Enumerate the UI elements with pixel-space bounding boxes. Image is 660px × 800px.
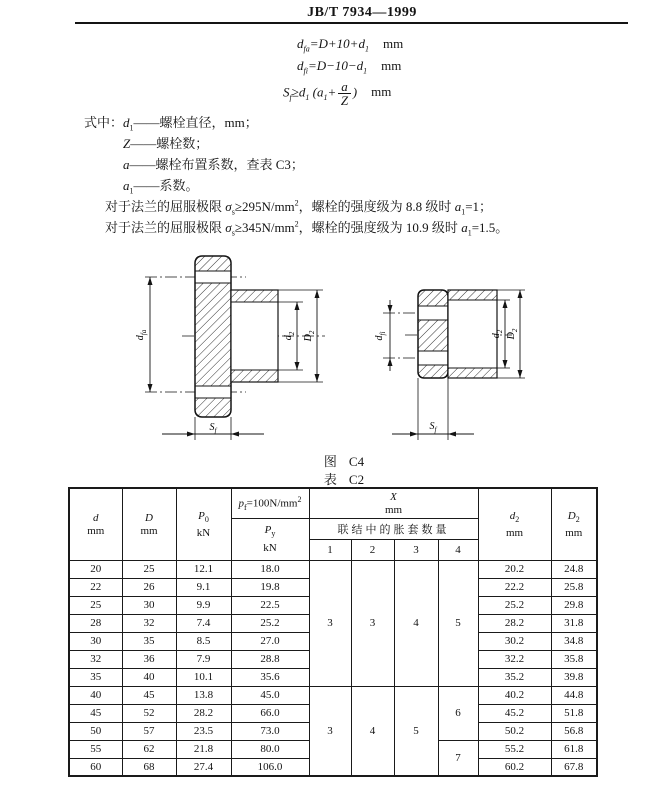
table-cell: 36 (122, 650, 176, 668)
where-label: 式中： (84, 115, 124, 130)
definition-z: Z——螺栓数； (123, 136, 209, 151)
x-span-cell: 5 (394, 686, 438, 776)
table-cell: 60.2 (478, 758, 551, 776)
x-col-4: 4 (438, 539, 478, 560)
table-cell: 22 (69, 578, 122, 596)
table-cell: 80.0 (231, 740, 309, 758)
formula-sf: $S_f\ge d_1$ ($a_1+$ $\frac{a}{Z}$ ) mm (283, 79, 392, 108)
table-cell: 57 (122, 722, 176, 740)
table-cell: 28.2 (176, 704, 231, 722)
x-span-cell: 4 (351, 686, 394, 776)
table-cell: 32.2 (478, 650, 551, 668)
table-row (69, 686, 597, 704)
table-cell: 27.4 (176, 758, 231, 776)
header-rule (75, 22, 628, 24)
dim-label-dfa: $d_{fa}$ (135, 329, 148, 341)
table-cell: 13.8 (176, 686, 231, 704)
figure-c4-drawing (0, 240, 660, 452)
table-cell: 9.9 (176, 596, 231, 614)
table-cell: 20.2 (478, 560, 551, 578)
table-cell: 68 (122, 758, 176, 776)
x-columns-description: 联结中的胀套数量 (309, 518, 478, 539)
table-cell: 39.8 (551, 668, 597, 686)
table-cell: 45 (69, 704, 122, 722)
table-cell: 60 (69, 758, 122, 776)
table-c2 (68, 487, 598, 777)
table-cell: 35 (122, 632, 176, 650)
note-295: 对于法兰的屈服极限 $\sigma_s\ge 295N/mm^2$，螺栓的强度级为 8.8 级时 $a_1=1$； (105, 198, 493, 217)
table-cell: 31.8 (551, 614, 597, 632)
left-flange-drawing (135, 256, 325, 440)
right-flange-drawing (374, 290, 525, 440)
table-cell: 35.6 (231, 668, 309, 686)
table-cell: 28 (69, 614, 122, 632)
dim-label-sf-right: $S_f$ (429, 421, 437, 434)
table-cell: 32 (122, 614, 176, 632)
x-span-cell: 5 (438, 560, 478, 686)
col-header-pf: $p_f=100N/mm^2$ (231, 488, 309, 518)
table-cell: 8.5 (176, 632, 231, 650)
col-header-X: X mm (309, 488, 478, 518)
table-cell: 50 (69, 722, 122, 740)
col-header-d: d mm (69, 488, 122, 560)
table-cell: 18.0 (231, 560, 309, 578)
table-cell: 25 (69, 596, 122, 614)
table-cell: 44.8 (551, 686, 597, 704)
table-cell: 7.9 (176, 650, 231, 668)
table-caption: 表 C2 (323, 472, 365, 487)
table-cell: 40 (122, 668, 176, 686)
table-cell: 52 (122, 704, 176, 722)
formula-dfa: $d_{fa}=D+10+d_1$ mm (297, 36, 404, 54)
table-cell: 25.2 (231, 614, 309, 632)
table-cell: 106.0 (231, 758, 309, 776)
table-cell: 23.5 (176, 722, 231, 740)
table-cell: 7.4 (176, 614, 231, 632)
definition-d1: 式中：$d_1——$螺栓直径，mm； (84, 115, 258, 133)
table-cell: 28.8 (231, 650, 309, 668)
x-span-cell: 7 (438, 740, 478, 776)
table-cell: 35.2 (478, 668, 551, 686)
dim-label-D2-left: $D_2$ (303, 330, 316, 342)
x-span-cell: 3 (309, 560, 351, 686)
col-header-Py: $P_y$ kN (231, 518, 309, 560)
formula-dfi: $d_{fi}=D-10-d_1$ mm (297, 58, 402, 76)
table-cell: 26 (122, 578, 176, 596)
dim-label-D2-right: $D_2$ (506, 328, 519, 340)
x-span-cell: 4 (394, 560, 438, 686)
doc-number: JB/T 7934—1999 (307, 5, 417, 20)
table-cell: 50.2 (478, 722, 551, 740)
figure-caption: 图 C4 (323, 454, 365, 469)
table-cell: 55 (69, 740, 122, 758)
col-header-D2: $D_2$ mm (551, 488, 597, 560)
x-col-3: 3 (394, 539, 438, 560)
x-col-2: 2 (351, 539, 394, 560)
col-header-d2: $d_2$ mm (478, 488, 551, 560)
table-header-row (69, 488, 597, 518)
table-cell: 20 (69, 560, 122, 578)
table-cell: 9.1 (176, 578, 231, 596)
table-cell: 67.8 (551, 758, 597, 776)
table-cell: 56.8 (551, 722, 597, 740)
note-345: 对于法兰的屈服极限 $\sigma_s\ge 345N/mm^2$，螺栓的强度级为 10.9 级时 $a_1=1.5$。 (105, 219, 509, 238)
table-cell: 27.0 (231, 632, 309, 650)
col-header-D: D mm (122, 488, 176, 560)
symbol-definitions (84, 112, 508, 238)
table-row (69, 560, 597, 578)
table-cell: 45.0 (231, 686, 309, 704)
table-cell: 45 (122, 686, 176, 704)
dim-label-sf-left: $S_f$ (209, 422, 217, 435)
table-cell: 51.8 (551, 704, 597, 722)
definition-a1: $a_1——$系数。 (123, 178, 199, 196)
table-cell: 61.8 (551, 740, 597, 758)
table-cell: 73.0 (231, 722, 309, 740)
dim-label-dfi: $d_{fi}$ (374, 331, 387, 341)
table-cell: 29.8 (551, 596, 597, 614)
table-cell: 30.2 (478, 632, 551, 650)
table-cell: 22.5 (231, 596, 309, 614)
table-cell: 24.8 (551, 560, 597, 578)
table-cell: 40.2 (478, 686, 551, 704)
x-span-cell: 3 (309, 686, 351, 776)
formula-block (283, 36, 403, 108)
dim-label-d2-left: $d_2$ (283, 331, 296, 341)
definition-a: a——螺栓布置系数，查表 C3； (123, 157, 304, 172)
table-cell: 34.8 (551, 632, 597, 650)
table-cell: 25 (122, 560, 176, 578)
table-cell: 35 (69, 668, 122, 686)
table-cell: 66.0 (231, 704, 309, 722)
table-cell: 35.8 (551, 650, 597, 668)
table-cell: 62 (122, 740, 176, 758)
table-cell: 19.8 (231, 578, 309, 596)
table-cell: 28.2 (478, 614, 551, 632)
col-header-P0: $P_0$ kN (176, 488, 231, 560)
x-col-1: 1 (309, 539, 351, 560)
table-cell: 21.8 (176, 740, 231, 758)
table-cell: 25.2 (478, 596, 551, 614)
table-cell: 30 (69, 632, 122, 650)
table-cell: 12.1 (176, 560, 231, 578)
table-cell: 22.2 (478, 578, 551, 596)
x-span-cell: 3 (351, 560, 394, 686)
table-cell: 55.2 (478, 740, 551, 758)
fraction-a-over-z: $\frac{a}{Z}$ (338, 80, 351, 107)
table-cell: 25.8 (551, 578, 597, 596)
table-cell: 32 (69, 650, 122, 668)
x-span-cell: 6 (438, 686, 478, 740)
table-cell: 40 (69, 686, 122, 704)
table-cell: 10.1 (176, 668, 231, 686)
table-cell: 30 (122, 596, 176, 614)
table-cell: 45.2 (478, 704, 551, 722)
dim-label-d2-right: $d_2$ (491, 329, 504, 339)
